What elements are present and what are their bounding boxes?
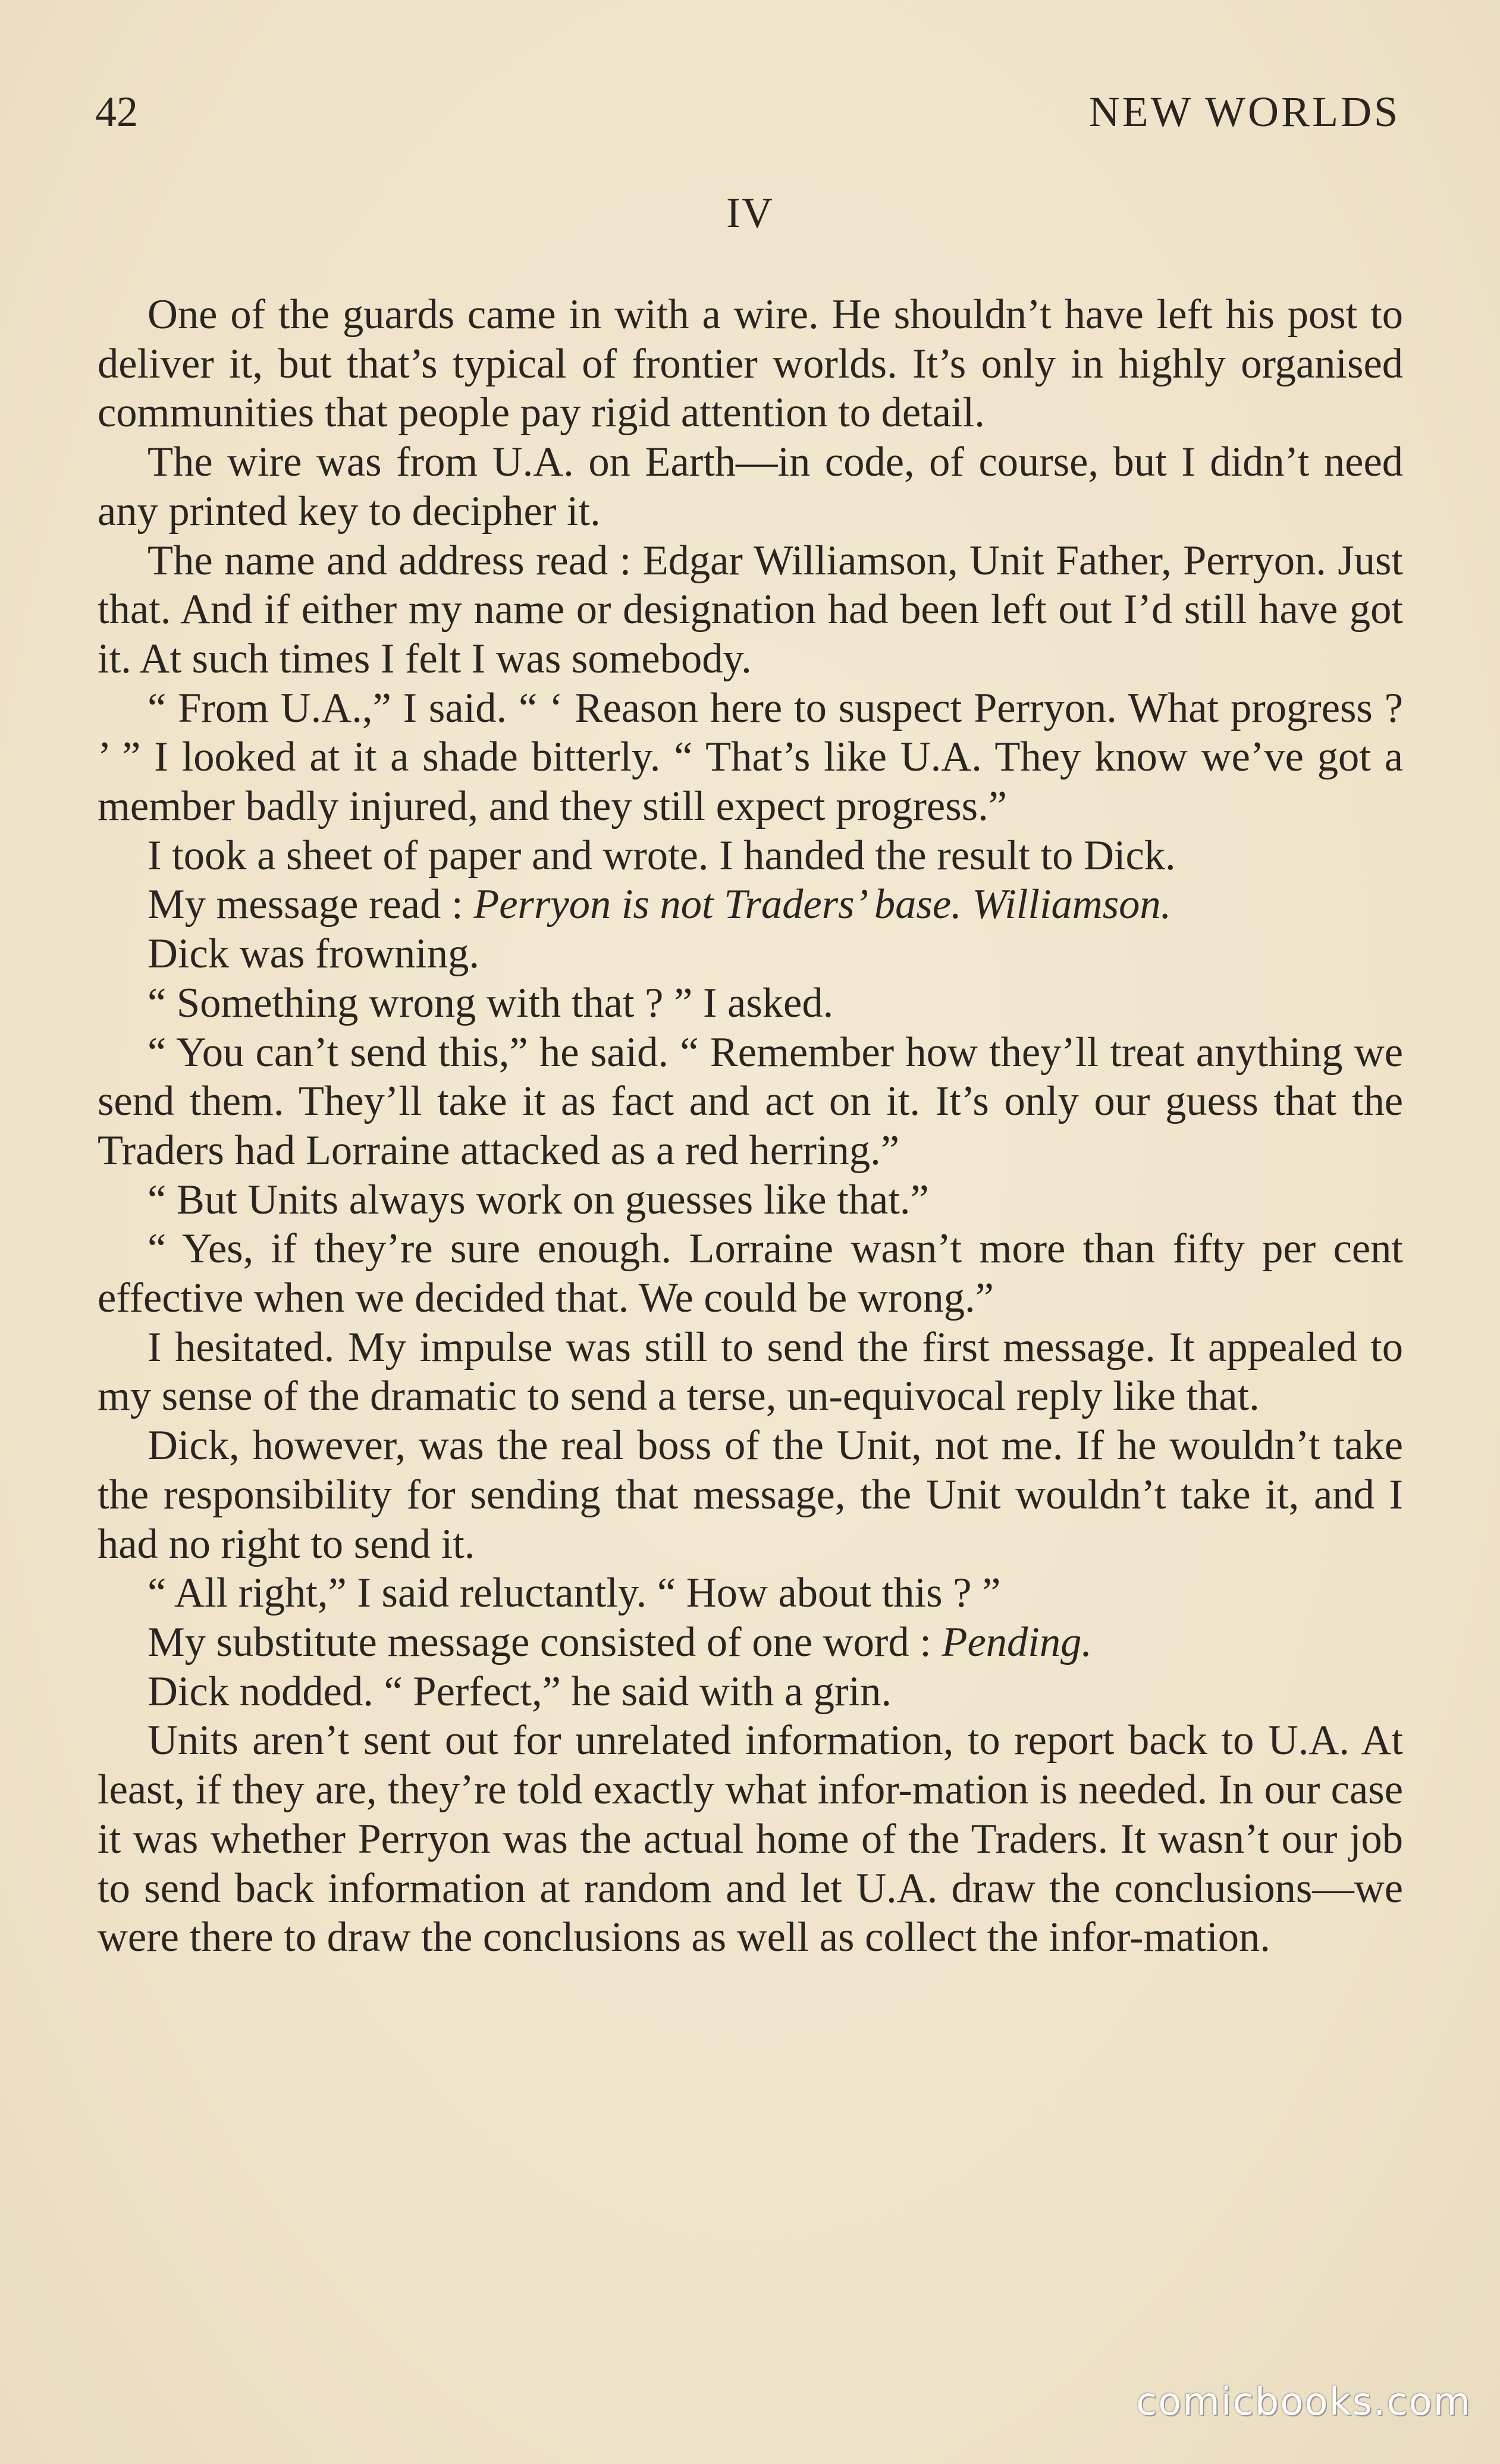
paragraph-text: “ Something wrong with that ? ” I asked. (148, 979, 834, 1026)
paragraph-text: I hesitated. My impulse was still to send the first message. It appealed to my sense of the dramatic to send a terse, un-equivocal reply like that. (98, 1324, 1403, 1420)
paragraph (98, 1667, 1403, 1717)
paragraph (98, 929, 1403, 979)
paragraph (98, 1618, 1403, 1667)
paragraph (98, 684, 1403, 831)
paragraph (98, 880, 1403, 929)
paragraph-text: “ All right,” I said reluctantly. “ How about this ? ” (148, 1570, 1001, 1617)
body-text (98, 290, 1403, 1962)
paragraph (98, 1421, 1403, 1569)
paragraph-text: The wire was from U.A. on Earth—in code, of course, but I didn’t need any printed key to decipher it. (98, 439, 1403, 535)
paragraph-text: “ From U.A.,” I said. “ ‘ Reason here to suspect Perryon. What progress ? ’ ” I looked at it a shade bitterly. “ That’s like U.A. They know we’ve got a member badly injured, and they still expect progress.” (98, 684, 1403, 830)
paragraph-text: The name and address read : Edgar Williamson, Unit Father, Perryon. Just that. And if either my name or designation had been left out I’d still have got it. At such times I felt I was somebody. (98, 537, 1403, 682)
paragraph-italic-text: Pending. (942, 1618, 1092, 1665)
paragraph (98, 831, 1403, 881)
paragraph (98, 1716, 1403, 1962)
paragraph-text: Dick nodded. “ Perfect,” he said with a grin. (148, 1668, 892, 1715)
running-head: NEW WORLDS (1088, 88, 1400, 136)
paragraph-text: “ Yes, if they’re sure enough. Lorraine wasn’t more than fifty per cent effective when we decided that. We could be wrong.” (98, 1225, 1403, 1322)
paragraph (98, 290, 1403, 438)
paragraph (98, 1028, 1403, 1176)
paragraph-text: I took a sheet of paper and wrote. I handed the result to Dick. (148, 832, 1176, 879)
paragraph (98, 1176, 1403, 1225)
paragraph-italic-text: Perryon is not Traders’ base. Williamson. (473, 881, 1172, 928)
paragraph (98, 536, 1403, 684)
paragraph-text: “ You can’t send this,” he said. “ Remember how they’ll treat anything we send them. They’ll take it as fact and act on it. It’s only our guess that the Traders had Lorraine attacked as a red herring.” (98, 1029, 1403, 1174)
paragraph-text: My substitute message consisted of one word : (148, 1618, 942, 1665)
paragraph-text: Dick, however, was the real boss of the Unit, not me. If he wouldn’t take the responsibility for sending that message, the Unit wouldn’t take it, and I had no right to send it. (98, 1422, 1403, 1567)
page-number: 42 (95, 88, 138, 136)
paragraph-text: “ But Units always work on guesses like that.” (148, 1176, 929, 1223)
paragraph (98, 438, 1403, 536)
paragraph (98, 1224, 1403, 1322)
paragraph (98, 1569, 1403, 1618)
paragraph-text: My message read : (148, 881, 474, 928)
paragraph-text: Dick was frowning. (148, 931, 480, 978)
chapter-numeral: IV (726, 189, 774, 237)
paragraph-text: One of the guards came in with a wire. He shouldn’t have left his post to deliver it, but that’s typical of frontier worlds. It’s only in highly organised communities that people pay rigid attention to detail. (98, 291, 1403, 436)
paragraph (98, 979, 1403, 1028)
watermark: comicbooks.com (1135, 2380, 1471, 2424)
paragraph-text: Units aren’t sent out for unrelated information, to report back to U.A. At least, if they are, they’re told exactly what infor-mation is needed. In our case it was whether Perryon was the actual home of the Traders. It wasn’t our job to send back information at random and let U.A. draw the conclusions—we were there to draw the conclusions as well as collect the infor-mation. (98, 1717, 1403, 1961)
paragraph (98, 1323, 1403, 1421)
